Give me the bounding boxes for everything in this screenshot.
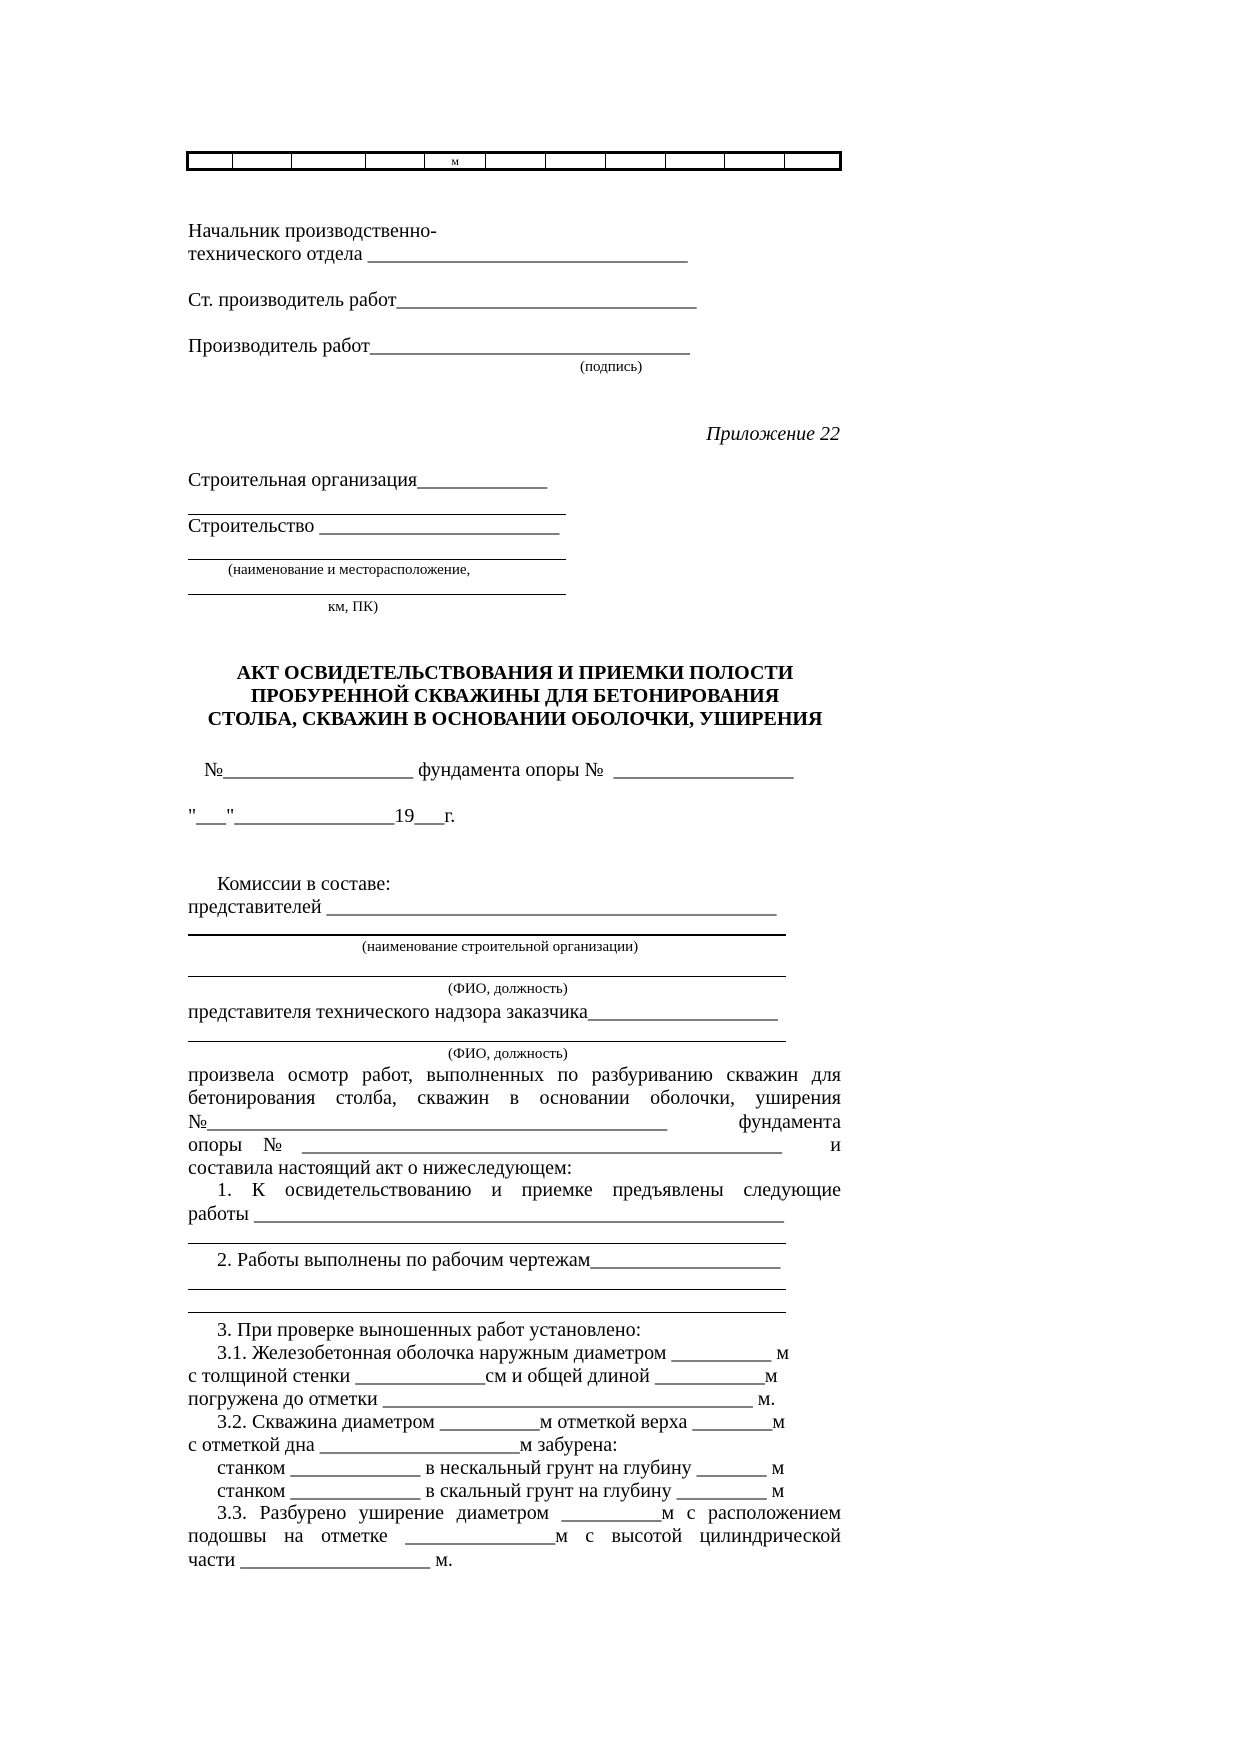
tech-supervision-field: представителя технического надзора заказчика___________________ (188, 1001, 778, 1023)
construction-field: Строительство ________________________ (188, 515, 560, 537)
body-line: опоры (188, 1134, 243, 1156)
blank-line (188, 1243, 786, 1244)
item-3-1-line: погружена до отметки _____________________________________ м. (188, 1388, 776, 1410)
body-line: №______________________________________________ (188, 1111, 668, 1133)
blank-line (188, 1289, 786, 1290)
item-3-2-line: станком _____________ в скальный грунт на глубину _________ м (217, 1480, 785, 1502)
km-hint: км, ПК) (328, 599, 379, 615)
item-3-3-line: части ___________________ м. (188, 1549, 453, 1571)
table-row (188, 153, 841, 170)
chief-label-line2: технического отдела ________________________________ (188, 243, 688, 265)
body-line: фундамента (738, 1111, 841, 1133)
item-3-1-line: с толщиной стенки _____________см и общей длиной ___________м (188, 1365, 778, 1387)
body-line: бетонирования столба, скважин в основании оболочки, уширения (188, 1087, 841, 1109)
item-3-3-line: 3.3. Разбурено уширение диаметром __________м с расположением (217, 1502, 841, 1524)
act-number-line: №___________________ фундамента опоры № __________________ (204, 759, 794, 781)
organization-hint: (наименование строительной организации) (362, 939, 639, 955)
item-3-2-line: станком _____________ в нескальный грунт на глубину _______ м (217, 1457, 785, 1479)
item-3-2-line: с отметкой дна ____________________м забурена: (188, 1434, 618, 1456)
representatives-field: представителей _____________________________________________ (188, 896, 777, 918)
blank-line (188, 1041, 786, 1042)
document-title (180, 662, 850, 731)
item-1-line: 1. К освидетельствованию и приемке предъявлены следующие (217, 1179, 841, 1201)
table-cell (605, 153, 665, 170)
foreman-signature: Производитель работ________________________________ (188, 335, 690, 357)
appendix-number: Приложение 22 (706, 423, 840, 445)
blank-line (188, 934, 786, 936)
item-3-line: 3. При проверке выношенных работ установлено: (217, 1319, 642, 1341)
body-line: произвела осмотр работ, выполненных по разбуриванию скважин для (188, 1064, 841, 1086)
signature-hint: (подпись) (580, 359, 643, 375)
body-line: № (263, 1134, 283, 1156)
act-date-line: "___"________________19___г. (188, 805, 456, 827)
body-line: и (830, 1134, 841, 1156)
blank-line (188, 976, 786, 977)
top-table (186, 151, 842, 171)
fio-hint: (ФИО, должность) (448, 1046, 568, 1062)
fio-hint: (ФИО, должность) (448, 981, 568, 997)
place-hint: (наименование и месторасположение, (228, 562, 471, 578)
item-3-1-line: 3.1. Железобетонная оболочка наружным диаметром __________ м (217, 1342, 790, 1364)
item-3-3-line: подошвы на отметке _______________м с высотой цилиндрической (188, 1525, 841, 1547)
title-line: ПРОБУРЕННОЙ СКВАЖИНЫ ДЛЯ БЕТОНИРОВАНИЯ (250, 685, 780, 707)
table-cell (486, 153, 546, 170)
table-cell (366, 153, 425, 170)
blank-line (188, 1312, 786, 1313)
title-line: АКТ ОСВИДЕТЕЛЬСТВОВАНИЯ И ПРИЕМКИ ПОЛОСТИ (236, 662, 794, 684)
blank-line (188, 559, 566, 560)
table-cell (291, 153, 366, 170)
title-line: СТОЛБА, СКВАЖИН В ОСНОВАНИИ ОБОЛОЧКИ, УШИРЕНИЯ (207, 708, 823, 730)
table-cell (725, 153, 785, 170)
commission-intro: Комиссии в составе: (217, 873, 391, 895)
body-line: ________________________________________________ (302, 1134, 782, 1156)
blank-line (188, 594, 566, 595)
construction-organization-field: Строительная организация_____________ (188, 469, 548, 491)
table-cell (545, 153, 605, 170)
item-1-line: работы _____________________________________________________ (188, 1203, 784, 1225)
item-3-2-line: 3.2. Скважина диаметром __________м отметкой верха ________м (217, 1411, 786, 1433)
senior-foreman-signature: Ст. производитель работ______________________________ (188, 289, 697, 311)
table-cell (665, 153, 725, 170)
table-cell (232, 153, 291, 170)
table-cell: м (425, 153, 486, 170)
table-cell (785, 153, 841, 170)
chief-label-line1: Начальник производственно- (188, 220, 437, 242)
body-line: составила настоящий акт о нижеследующем: (188, 1157, 573, 1179)
table-cell (188, 153, 233, 170)
item-2-line: 2. Работы выполнены по рабочим чертежам___________________ (217, 1249, 781, 1271)
